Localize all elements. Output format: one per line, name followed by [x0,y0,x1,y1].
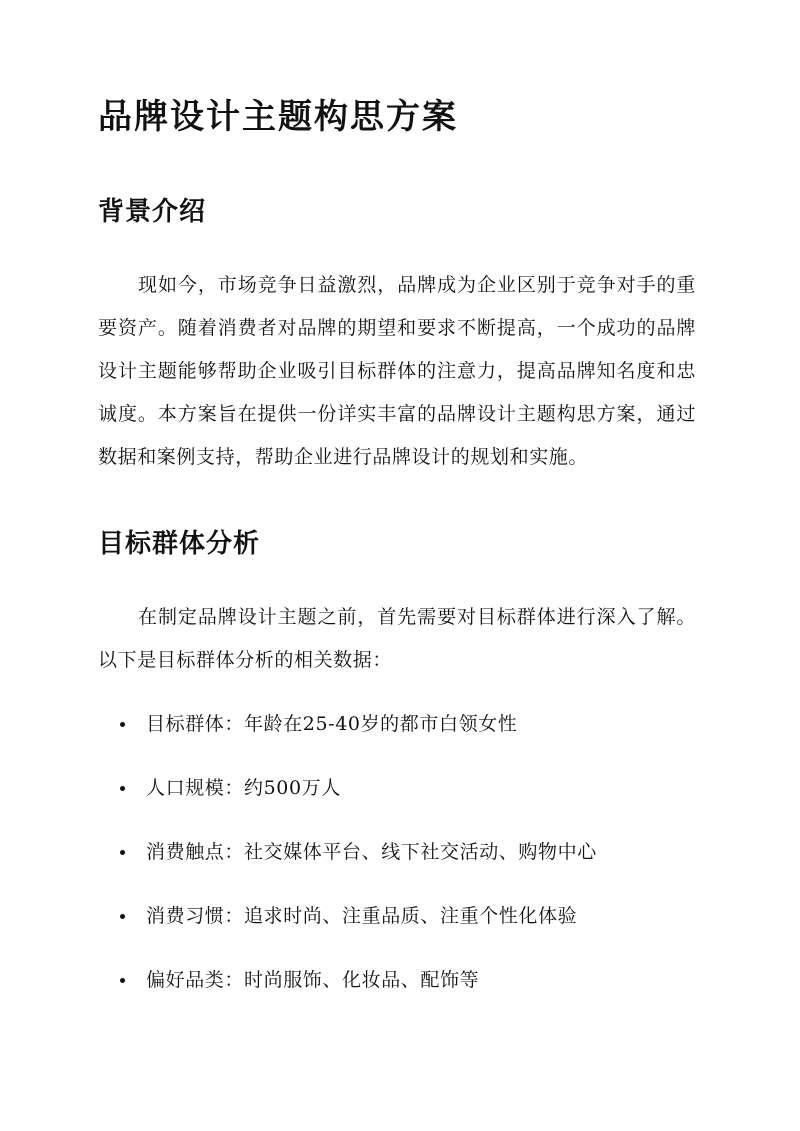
bullet-dot-icon [120,914,125,919]
list-item-text: 人口规模：约500万人 [146,777,341,799]
section-paragraph-target-audience: 在制定品牌设计主题之前，首先需要对目标群体进行深入了解。以下是目标群体分析的相关数据： [98,606,696,671]
list-item-text: 目标群体：年龄在25-40岁的都市白领女性 [146,713,518,735]
bullet-dot-icon [120,850,125,855]
list-item-text: 消费习惯：追求时尚、注重品质、注重个性化体验 [146,905,578,927]
bullet-dot-icon [120,978,125,983]
list-item-text: 偏好品类：时尚服饰、化妆品、配饰等 [146,969,480,991]
bullet-dot-icon [120,786,125,791]
section-heading-target-audience: 目标群体分析 [98,529,261,559]
document-title: 品牌设计主题构思方案 [98,97,458,137]
bullet-dot-icon [120,722,125,727]
list-item-text: 消费触点：社交媒体平台、线下社交活动、购物中心 [146,841,597,863]
section-heading-background: 背景介绍 [98,197,207,227]
section-paragraph-background: 现如今，市场竞争日益激烈，品牌成为企业区别于竞争对手的重要资产。随着消费者对品牌的期望和要求不断提高，一个成功的品牌设计主题能够帮助企业吸引目标群体的注意力，提高品牌知名度和忠诚度。本方案旨在提供一份详实丰富的品牌设计主题构思方案，通过数据和案例支持，帮助企业进行品牌设计的规划和实施。 [98,274,696,468]
